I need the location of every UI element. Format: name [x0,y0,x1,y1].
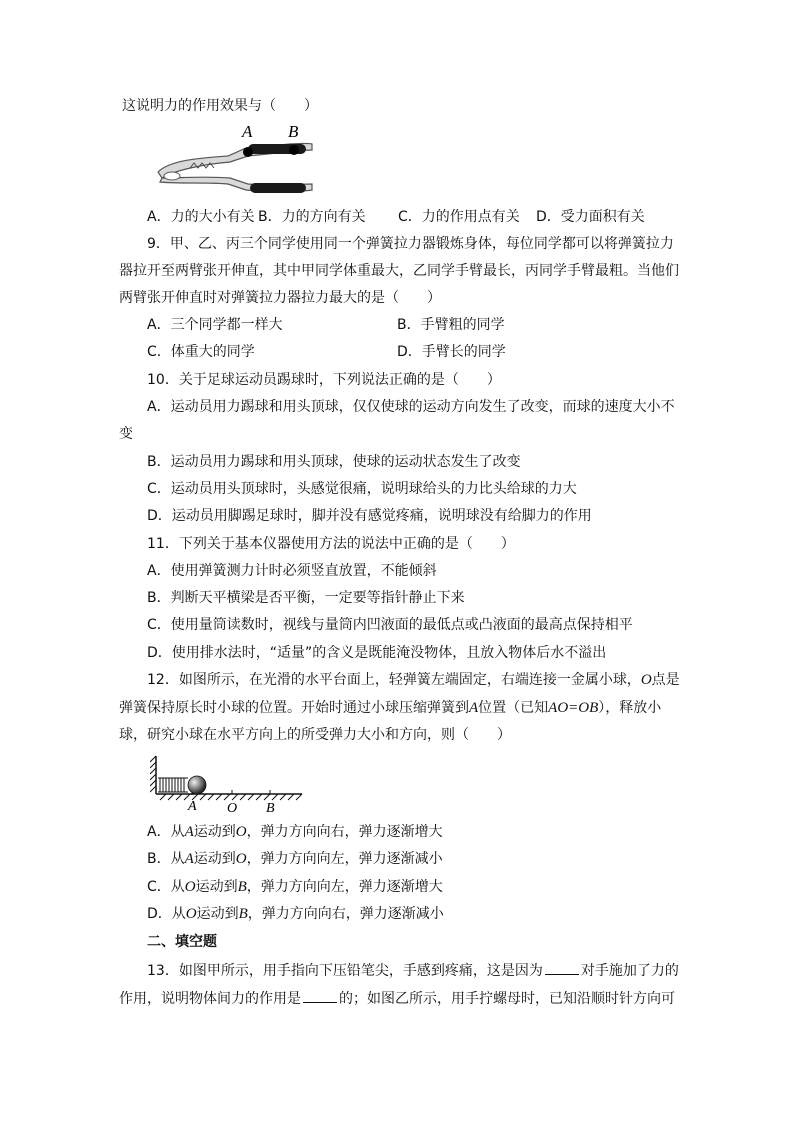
lower-grip [250,183,306,193]
answer-blank-2[interactable] [303,988,337,1003]
q10-option-c: C．运动员用头顶球时，头感觉很痛，说明球给头的力比头给球的力大 [147,481,577,497]
q12-option-b: B．从A运动到O，弹力方向向左，弹力逐渐减小 [147,851,443,867]
point-b-dot [289,145,299,155]
q10-option-a-line-2: 变 [119,426,133,442]
q12-line-1: 12．如图所示，在光滑的水平台面上，轻弹簧左端固定，右端连接一金属小球，O点是 [147,672,680,688]
q12-option-d: D．从O运动到B，弹力方向向右，弹力逐渐减小 [147,906,444,922]
spring-label-a: A [188,799,197,814]
q9-option-c: C．体重大的同学 [147,344,255,360]
q11-option-d: D．使用排水法时，“适量”的含义是既能淹没物体，且放入物体后水不溢出 [147,645,607,661]
spring-ball-figure [150,754,310,816]
q8-option-d: D．受力面积有关 [536,209,645,225]
q9-option-d: D．手臂长的同学 [397,344,506,360]
spring-label-o: O [227,801,238,816]
q10-option-b: B．运动员用力踢球和用头顶球，使球的运动状态发生了改变 [147,454,521,470]
q8-stem-end: 这说明力的作用效果与（ ） [122,98,318,114]
q12-line-3: 球，研究小球在水平方向上的所受弹力大小和方向，则（ ） [119,727,511,743]
section-title-fill-in: 二、填空题 [147,934,217,950]
label-b: B [288,122,299,141]
q11-option-c: C．使用量筒读数时，视线与量筒内凹液面的最低点或凸液面的最高点保持相平 [147,617,633,633]
point-a-dot [243,147,253,157]
q11-option-a: A．使用弹簧测力计时必须竖直放置，不能倾斜 [147,563,437,579]
metal-ball [188,776,206,794]
q13-line-2: 作用，说明物体间力的作用是 的；如图乙所示，用手拧螺母时，已知沿顺时针方向可 [119,988,675,1008]
label-a: A [242,122,253,141]
spring-label-b: B [266,801,275,816]
q9-line-1: 9．甲、乙、丙三个同学使用同一个弹簧拉力器锻炼身体，每位同学都可以将弹簧拉力 [147,236,674,252]
q9-option-b: B．手臂粗的同学 [397,317,505,333]
q9-line-2: 器拉开至两臂张开伸直，其中甲同学体重最大，乙同学手臂最长，丙同学手臂最粗。当他们 [119,263,679,279]
q8-option-c: C．力的作用点有关 [398,209,520,225]
q13-line-1: 13．如图甲所示，用手指向下压铅笔尖，手感到疼痛，这是因为 对手施加了力的 [147,960,679,980]
q12-line-2: 弹簧保持原长时小球的位置。开始时通过小球压缩弹簧到A位置（已知AO=OB），释放小 [119,700,662,716]
q10-option-d: D．运动员用脚踢足球时，脚并没有感觉疼痛，说明球没有给脚力的作用 [147,508,592,524]
q11-option-b: B．判断天平横梁是否平衡，一定要等指针静止下来 [147,590,465,606]
q8-option-b: B．力的方向有关 [258,209,366,225]
q9-line-3: 两臂张开伸直时对弹簧拉力器拉力最大的是（ ） [119,290,441,306]
q11-stem: 11．下列关于基本仪器使用方法的说法中正确的是（ ） [147,536,515,552]
answer-blank-1[interactable] [545,960,579,975]
q10-option-a-line-1: A．运动员用力踢球和用头顶球，仅仅使球的运动方向发生了改变，而球的速度大小不 [147,399,675,415]
nutcracker-figure [150,120,320,200]
q10-stem: 10．关于足球运动员踢球时，下列说法正确的是（ ） [147,372,501,388]
spring [158,778,188,792]
q8-option-a: A．力的大小有关 [147,209,255,225]
q12-option-a: A．从A运动到O，弹力方向向右，弹力逐渐增大 [147,824,443,840]
q9-option-a: A．三个同学都一样大 [147,317,283,333]
q12-option-c: C．从O运动到B，弹力方向向左，弹力逐渐增大 [147,879,443,895]
